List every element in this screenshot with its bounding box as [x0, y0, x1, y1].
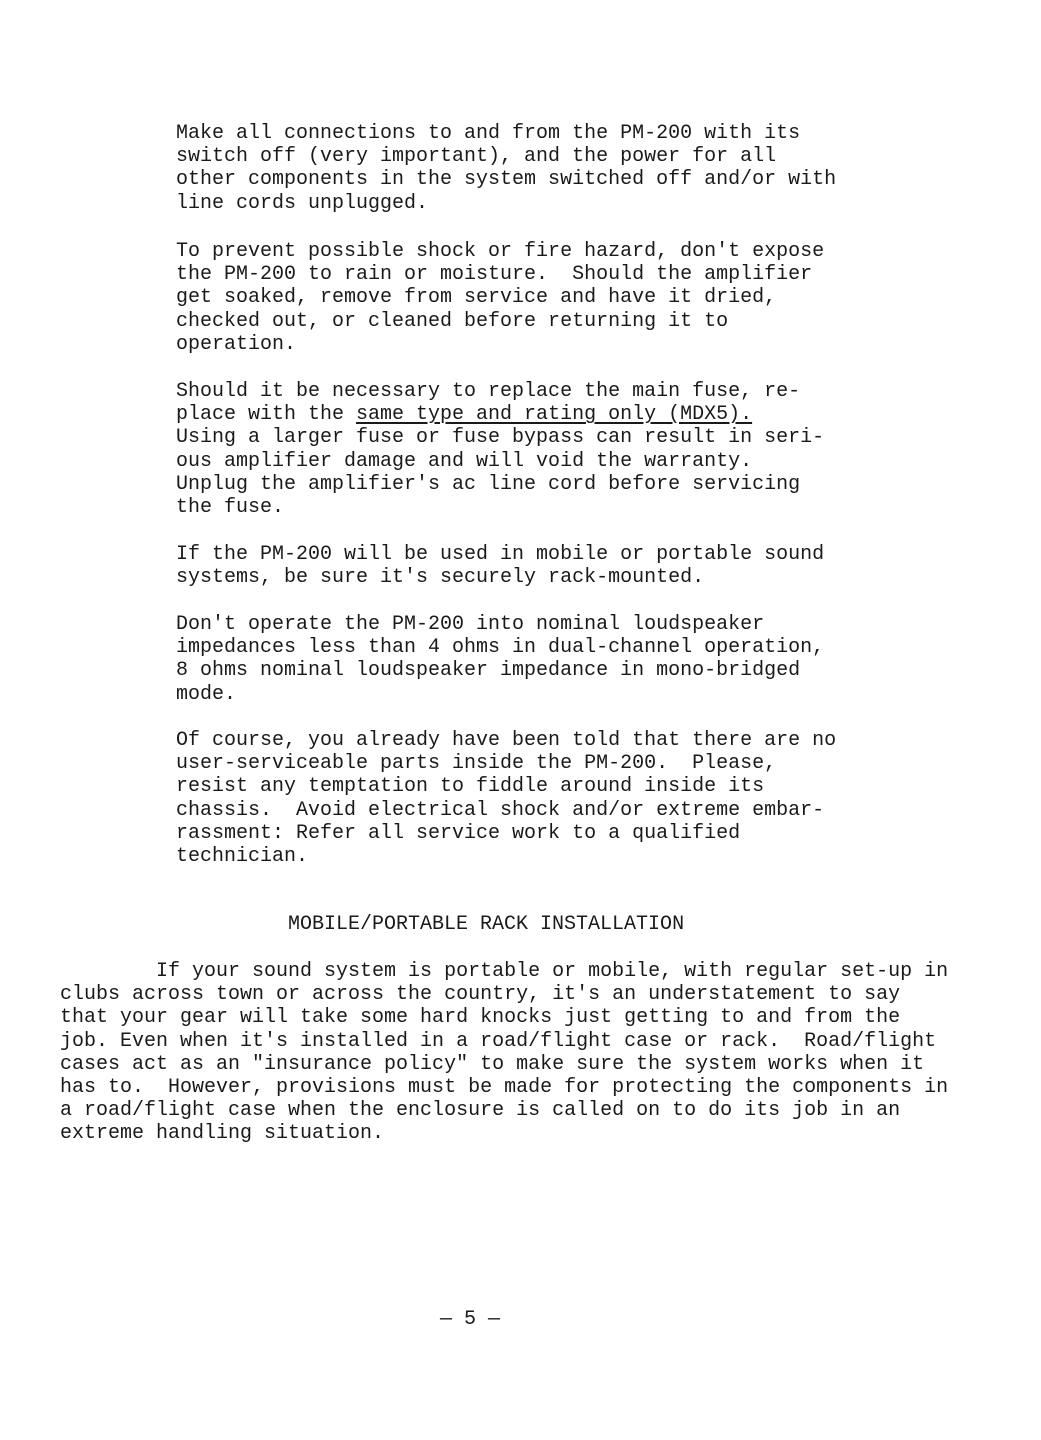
text-line: 8 ohms nominal loudspeaker impedance in mono-bridged: [176, 659, 801, 683]
text-line: technician.: [176, 844, 309, 868]
text-line: rassment: Refer all service work to a qualified: [176, 821, 741, 845]
text-line: impedances less than 4 ohms in dual-channel operation,: [176, 636, 825, 660]
page-number: — 5 —: [440, 1308, 501, 1331]
text-line: systems, be sure it's securely rack-mounted.: [176, 566, 705, 590]
text-line: ous amplifier damage and will void the warranty.: [176, 449, 753, 473]
text-line: get soaked, remove from service and have it dried,: [176, 286, 777, 310]
text-line: has to. However, provisions must be made for protecting the components in: [60, 1075, 949, 1099]
text-line: chassis. Avoid electrical shock and/or extreme embar-: [176, 798, 825, 822]
text-line: Of course, you already have been told that there are no: [176, 729, 837, 752]
text-line: user-serviceable parts inside the PM-200. Please,: [176, 752, 777, 776]
text-line: Make all connections to and from the PM-200 with its: [176, 122, 801, 145]
text-line: Using a larger fuse or fuse bypass can result in seri-: [176, 426, 825, 450]
text-line: checked out, or cleaned before returning it to: [176, 309, 729, 333]
text-line: job. Even when it's installed in a road/flight case or rack. Road/flight: [60, 1029, 937, 1053]
section-body: [60, 960, 948, 1146]
paragraph-impedance: [176, 613, 824, 706]
text-line: line cords unplugged.: [176, 191, 429, 215]
text-line: switch off (very important), and the power for all: [176, 145, 777, 169]
text-line: Should it be necessary to replace the main fuse, re-: [176, 380, 801, 403]
text-line: Don't operate the PM-200 into nominal loudspeaker: [176, 613, 765, 636]
section-heading: MOBILE/PORTABLE RACK INSTALLATION: [288, 913, 685, 936]
text-line: If the PM-200 will be used in mobile or portable sound: [176, 543, 825, 566]
text-line: the PM-200 to rain or moisture. Should the amplifier: [176, 263, 813, 287]
text-line: mode.: [176, 682, 237, 706]
text-line: If your sound system is portable or mobile, with regular set-up in: [60, 960, 949, 983]
paragraph-connections: [176, 122, 836, 215]
paragraph-service: [176, 729, 836, 868]
text-line: cases act as an "insurance policy" to make sure the system works when it: [60, 1052, 925, 1076]
text-line: clubs across town or across the country, it's an understatement to say: [60, 983, 901, 1007]
text-line: extreme handling situation.: [60, 1122, 385, 1146]
text-line: other components in the system switched off and/or with: [176, 168, 837, 192]
text-line: operation.: [176, 332, 297, 356]
paragraph-shock-hazard: [176, 240, 824, 356]
text-line: resist any temptation to fiddle around inside its: [176, 775, 765, 799]
text-line: [176, 403, 824, 426]
paragraph-mobile-use: [176, 543, 824, 589]
text-segment: place with the: [176, 403, 357, 427]
text-line: Unplug the amplifier's ac line cord before servicing: [176, 472, 801, 496]
text-line: To prevent possible shock or fire hazard, don't expose: [176, 240, 825, 263]
paragraph-fuse: [176, 380, 824, 519]
text-line: the fuse.: [176, 495, 285, 519]
underlined-fuse-rating: same type and rating only (MDX5).: [356, 403, 753, 427]
text-line: that your gear will take some hard knocks just getting to and from the: [60, 1006, 901, 1030]
text-line: a road/flight case when the enclosure is called on to do its job in an: [60, 1099, 901, 1123]
